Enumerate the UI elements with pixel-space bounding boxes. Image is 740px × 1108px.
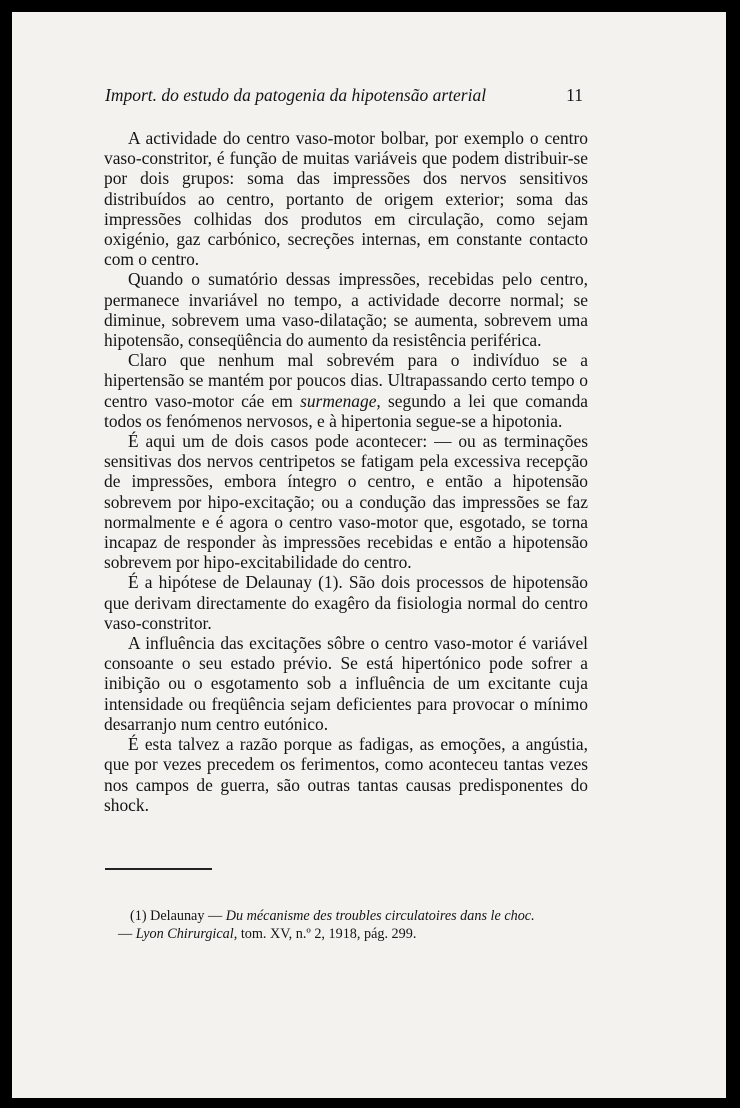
paragraph-6: A influência das excitações sôbre o centro vaso-motor é variável consoante o seu estado prévio. Se está hipertónico pode sofrer a inibição ou o esgotamento sob a influência de um excitante cuja intensidade ou freqüência sejam deficientes para provocar o mínimo desarranjo num centro eutónico. bbox=[104, 633, 588, 734]
footnote-author: (1) Delaunay — bbox=[130, 908, 226, 924]
running-title: Import. do estudo da patogenia da hipotensão arterial bbox=[105, 85, 487, 105]
paragraph-3-start: Claro que nenhum mal sobrevém para o indivíduo se a hipertensão se mantém por poucos dias. Ultrapassando certo tempo o centro vaso-motor cáe em bbox=[104, 350, 588, 411]
paragraph-4: É aqui um de dois casos pode acontecer: — ou as terminações sensitivas dos nervos centripetos se fatigam pela excessiva recepção de impressões, embora íntegro o centro, e então a hipotensão sobrevem por hipo-excitação; ou a condução das impressões se faz normalmente e é agora o centro vaso-motor que, esgotado, se torna incapaz de responder às impressões recebidas e então a hipotensão sobrevem por hipo-excitabilidade do centro. bbox=[104, 431, 588, 573]
paragraph-3-end: segundo a lei que comanda todos os fenómenos nervosos, e à hipertonia segue-se a hipotonia. bbox=[104, 390, 588, 431]
footnote-citation: tom. XV, n.º 2, 1918, pág. 299. bbox=[237, 926, 417, 942]
paragraph-1: A actividade do centro vaso-motor bolbar, por exemplo o centro vaso-constritor, é função de muitas variáveis que podem distribuir-se por dois grupos: soma das impressões dos nervos sensitivos distribuídos ao centro, portanto de origem exterior; soma das impressões colhidas dos produtos em circulação, como sejam oxigénio, gaz carbónico, secreções internas, em constante contacto com o centro. bbox=[104, 128, 588, 270]
paragraph-2: Quando o sumatório dessas impressões, recebidas pelo centro, permanece invariável no tempo, a actividade decorre normal; se diminue, sobrevem uma vaso-dilatação; se aumenta, sobrevem uma hipotensão, conseqüência do aumento da resistência periférica. bbox=[104, 269, 588, 351]
footnote-title: Du mécanisme des troubles circulatoires dans le choc. bbox=[225, 908, 535, 924]
footnote-line-1 bbox=[130, 907, 590, 925]
paragraph-5: É a hipótese de Delaunay (1). São dois processos de hipotensão que derivam directamente do exagêro da fisiologia normal do centro vaso-constritor. bbox=[104, 572, 588, 633]
page-number: 11 bbox=[566, 85, 583, 105]
footnote-divider bbox=[105, 868, 212, 870]
paragraph-7: É esta talvez a razão porque as fadigas, as emoções, a angústia, que por vezes precedem os ferimentos, como aconteceu tantas vezes nos campos de guerra, são outras tantas causas predisponentes do shock. bbox=[104, 734, 588, 815]
paragraph-3 bbox=[104, 350, 588, 431]
footnote-journal: Lyon Chirurgical, bbox=[135, 926, 238, 942]
footnote bbox=[118, 907, 590, 943]
document-page bbox=[12, 12, 726, 1098]
footnote-line-2 bbox=[118, 925, 590, 943]
footnote-dash: — bbox=[118, 926, 136, 942]
body-text bbox=[104, 128, 588, 815]
running-header bbox=[105, 85, 583, 106]
paragraph-3-emphasis: surmenage, bbox=[300, 390, 381, 411]
